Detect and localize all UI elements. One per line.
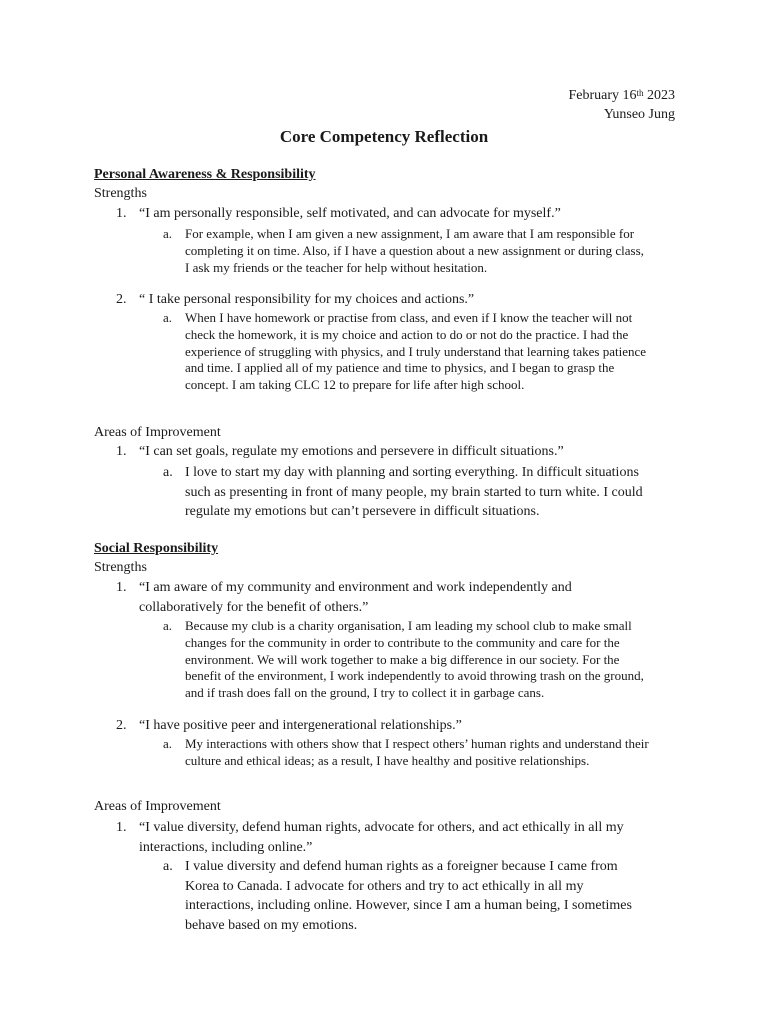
- item-text: “I have positive peer and intergenerational relationships.”: [139, 718, 462, 733]
- item-number: 1.: [116, 444, 127, 459]
- date-ordinal: th: [636, 88, 644, 98]
- item-text: “ I take personal responsibility for my choices and actions.”: [139, 292, 475, 307]
- sub-item-text: Because my club is a charity organisation, I am leading my school club to make small changes for the community in order to contribute to the community and care for the environment. We will work together to make a big difference in our society. For the benefit of the environment, I work independently to avoid throwing trash on the ground, and if trash does fall on the ground, I try to collect it in garbage cans.: [185, 618, 644, 701]
- date: [568, 87, 675, 105]
- sub-item-letter: a.: [163, 736, 173, 751]
- sub-item-letter: a.: [163, 465, 173, 480]
- sub-item-letter: a.: [163, 618, 173, 633]
- item-text: “I am personally responsible, self motivated, and can advocate for myself.”: [139, 206, 561, 221]
- date-year: 2023: [643, 88, 675, 103]
- sub-item-letter: a.: [163, 226, 173, 241]
- section-heading-personal: Personal Awareness & Responsibility: [94, 167, 316, 182]
- strengths-label: Strengths: [94, 186, 147, 201]
- author-name: Yunseo Jung: [603, 107, 675, 122]
- item-number: 1.: [116, 580, 127, 595]
- sub-item-text: When I have homework or practise from class, and even if I know the teacher will not check the homework, it is my choice and action to do or not do the practice. I had the experience of struggling with physics, and I truly understand that learning takes patience and time. I applied all of my patience and time to physics, and I began to grasp the concept. I am taking CLC 12 to prepare for life after high school.: [185, 310, 646, 393]
- item-text: “I can set goals, regulate my emotions and persevere in difficult situations.”: [139, 444, 564, 459]
- improvement-label: Areas of Improvement: [94, 799, 221, 814]
- page-title: Core Competency Reflection: [279, 127, 489, 146]
- item-number: 2.: [116, 292, 127, 307]
- sub-item-letter: a.: [163, 310, 173, 325]
- item-text: “I am aware of my community and environment and work independently and collaboratively for the benefit of others.”: [139, 580, 572, 615]
- sub-item-letter: a.: [163, 859, 173, 874]
- sub-item-text: I value diversity and defend human rights as a foreigner because I came from Korea to Canada. I advocate for others and try to act ethically in all my interactions, including online. However, since I am a human being, I sometimes behave based on my emotions.: [185, 859, 632, 933]
- improvement-label: Areas of Improvement: [94, 425, 221, 440]
- sub-item-text: For example, when I am given a new assignment, I am aware that I am responsible for completing it on time. Also, if I have a question about a new assignment or during class, I ask my friends or the teacher for help without hesitation.: [185, 226, 644, 275]
- item-number: 1.: [116, 206, 127, 221]
- item-text: “I value diversity, defend human rights, advocate for others, and act ethically in all my interactions, including online.”: [139, 820, 624, 855]
- item-number: 2.: [116, 718, 127, 733]
- sub-item-text: My interactions with others show that I respect others’ human rights and understand their culture and ethical ideas; as a result, I have healthy and positive relationships.: [185, 736, 649, 768]
- sub-item-text: I love to start my day with planning and sorting everything. In difficult situations such as presenting in front of many people, my brain started to turn white. I could regulate my emotions but can’t persevere in difficult situations.: [185, 465, 643, 519]
- item-number: 1.: [116, 820, 127, 835]
- date-prefix: February 16: [568, 88, 637, 103]
- strengths-label: Strengths: [94, 560, 147, 575]
- section-heading-social: Social Responsibility: [94, 541, 219, 556]
